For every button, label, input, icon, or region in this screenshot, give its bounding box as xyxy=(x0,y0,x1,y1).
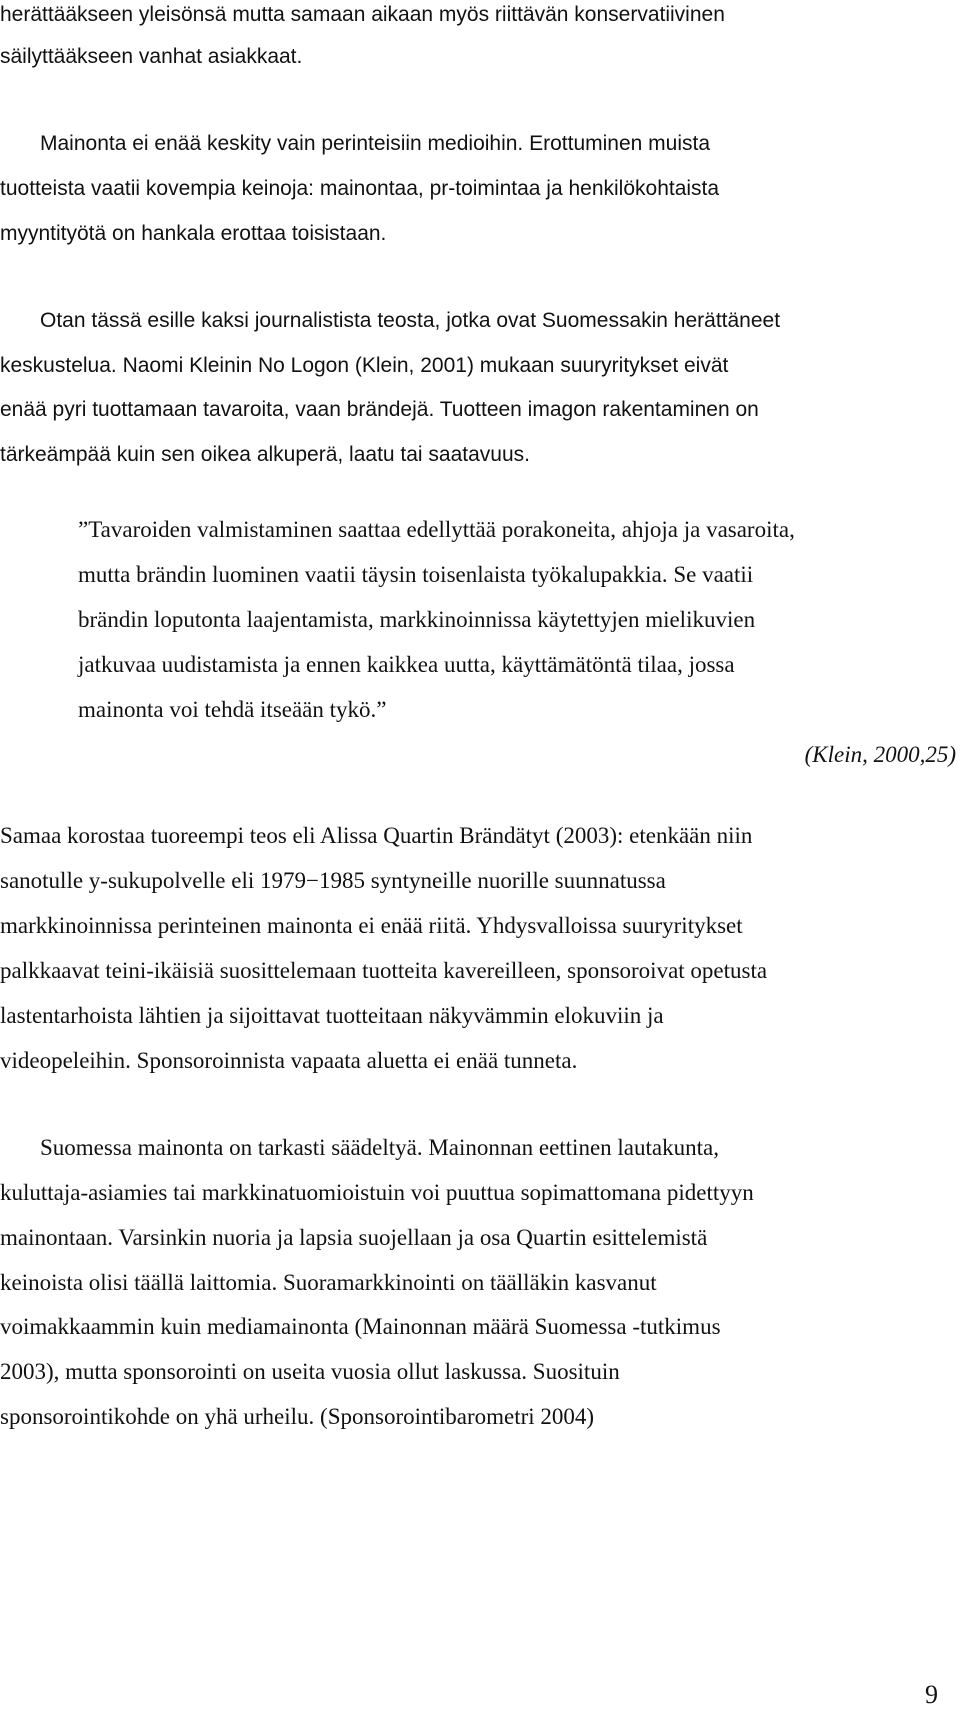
text-line: lastentarhoista lähtien ja sijoittavat tuotteitaan näkyvämmin elokuviin ja xyxy=(0,1003,664,1028)
text-line: Samaa korostaa tuoreempi teos eli Alissa Quartin Brändätyt (2003): etenkään niin xyxy=(0,823,753,848)
quote-line: ”Tavaroiden valmistaminen saattaa edellyttää porakoneita, ahjoja ja vasaroita, xyxy=(78,517,795,542)
text-line: säilyttääkseen vanhat asiakkaat. xyxy=(0,45,303,68)
text-line: voimakkaammin kuin mediamainonta (Mainonnan määrä Suomessa -tutkimus xyxy=(0,1314,721,1339)
text-line: keskustelua. Naomi Kleinin No Logon (Klein, 2001) mukaan suuryritykset eivät xyxy=(0,354,729,377)
quote-line: brändin loputonta laajentamista, markkinoinnissa käytettyjen mielikuvien xyxy=(78,607,756,632)
text-line: palkkaavat teini-ikäisiä suosittelemaan tuotteita kavereilleen, sponsoroivat opetusta xyxy=(0,958,768,983)
text-line: sanotulle y-sukupolvelle eli 1979−1985 syntyneille nuorille suunnatussa xyxy=(0,868,666,893)
text-line: Suomessa mainonta on tarkasti säädeltyä. Mainonnan eettinen lautakunta, xyxy=(40,1135,719,1160)
text-line: kuluttaja-asiamies tai markkinatuomioistuin voi puuttua sopimattomana pidettyyn xyxy=(0,1180,754,1205)
page-number: 9 xyxy=(925,1680,938,1709)
quote-line: mainonta voi tehdä itseään tykö.” xyxy=(78,697,387,722)
text-line: herättääkseen yleisönsä mutta samaan aikaan myös riittävän konservatiivinen xyxy=(0,3,725,26)
text-line: Mainonta ei enää keskity vain perinteisiin medioihin. Erottuminen muista xyxy=(40,132,711,155)
text-line: keinoista olisi täällä laittomia. Suoramarkkinointi on täälläkin kasvanut xyxy=(0,1270,657,1295)
text-line: tuotteista vaatii kovempia keinoja: mainontaa, pr-toimintaa ja henkilökohtaista xyxy=(0,177,720,200)
text-line: Otan tässä esille kaksi journalistista teosta, jotka ovat Suomessakin herättäneet xyxy=(40,309,781,332)
text-line: enää pyri tuottamaan tavaroita, vaan brändejä. Tuotteen imagon rakentaminen on xyxy=(0,398,759,421)
text-line: mainontaan. Varsinkin nuoria ja lapsia suojellaan ja osa Quartin esittelemistä xyxy=(0,1225,708,1250)
quote-citation: (Klein, 2000,25) xyxy=(804,742,956,767)
text-line: tärkeämpää kuin sen oikea alkuperä, laatu tai saatavuus. xyxy=(0,443,530,466)
text-line: myyntityötä on hankala erottaa toisistaan. xyxy=(0,222,387,245)
text-line: sponsorointikohde on yhä urheilu. (Sponsorointibarometri 2004) xyxy=(0,1404,595,1429)
text-line: videopeleihin. Sponsoroinnista vapaata aluetta ei enää tunneta. xyxy=(0,1048,578,1073)
quote-line: jatkuvaa uudistamista ja ennen kaikkea uutta, käyttämätöntä tilaa, jossa xyxy=(78,652,735,677)
text-line: markkinoinnissa perinteinen mainonta ei enää riitä. Yhdysvalloissa suuryritykset xyxy=(0,913,743,938)
quote-line: mutta brändin luominen vaatii täysin toisenlaista työkalupakkia. Se vaatii xyxy=(78,562,754,587)
text-line: 2003), mutta sponsorointi on useita vuosia ollut laskussa. Suosituin xyxy=(0,1359,620,1384)
